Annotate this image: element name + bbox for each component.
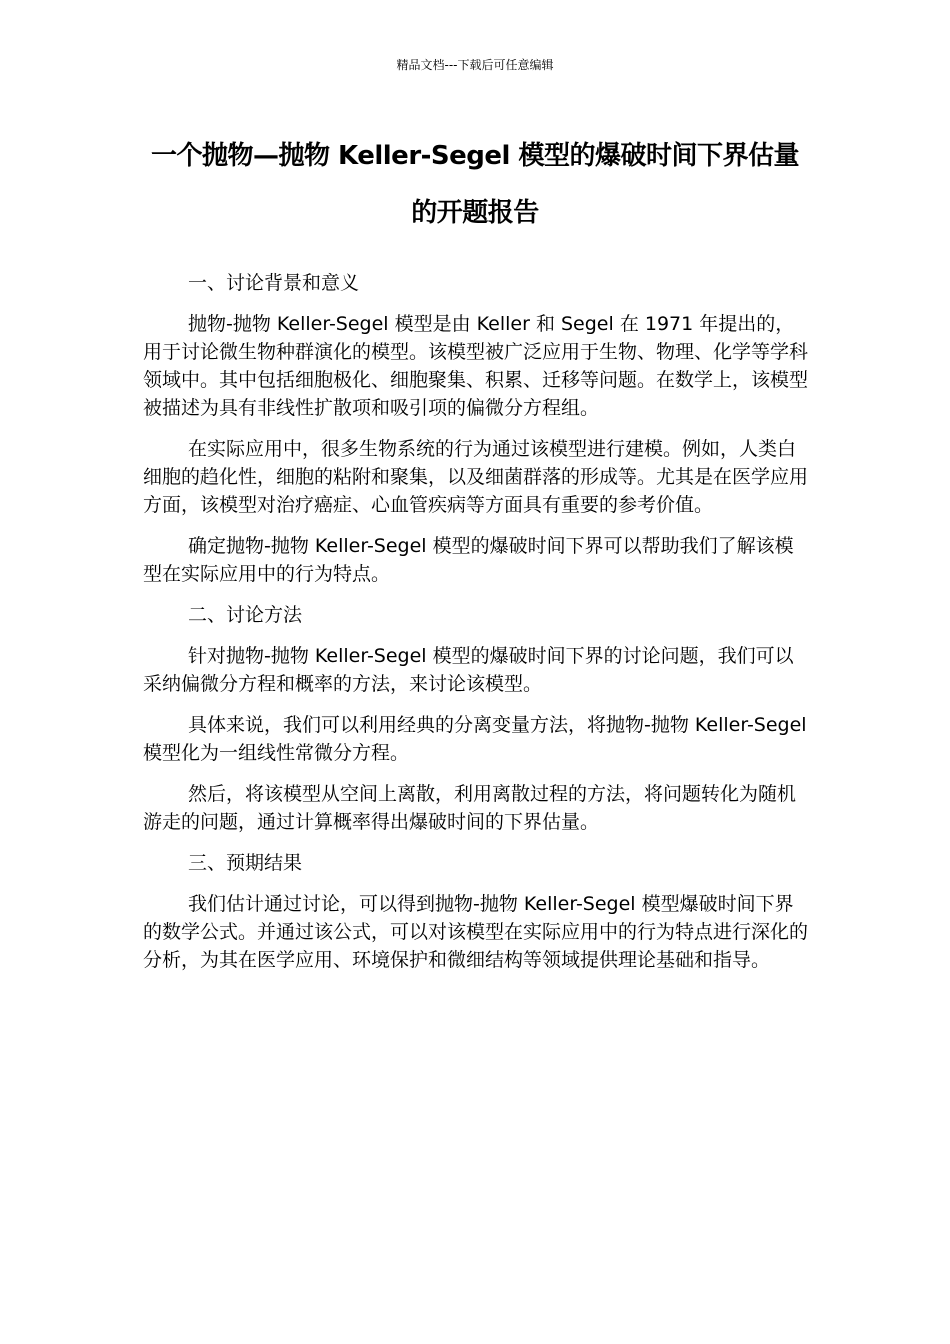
document-title: 一个抛物—抛物 Keller-Segel 模型的爆破时间下界估量的开题报告 [150, 141, 800, 228]
paragraph: 然后，将该模型从空间上离散，利用离散过程的方法，将问题转化为随机游走的问题，通过计算概率得出爆破时间的下界估量。 [143, 783, 797, 833]
paragraph: 抛物-抛物 Keller-Segel 模型是由 Keller 和 Segel 在 1971 年提出的，用于讨论微生物种群演化的模型。该模型被广泛应用于生物、物理、化学等学科领域中。其中包括细胞极化、细胞聚集、积累、迁移等问题。在数学上，该模型被描述为具有非线性扩散项和吸引项的偏微分方程组。 [143, 313, 809, 419]
document-body [143, 269, 808, 987]
paragraph: 在实际应用中，很多生物系统的行为通过该模型进行建模。例如，人类白细胞的趋化性，细胞的粘附和聚集，以及细菌群落的形成等。尤其是在医学应用方面，该模型对治疗癌症、心血管疾病等方面具有重要的参考价值。 [143, 438, 809, 516]
paragraph: 具体来说，我们可以利用经典的分离变量方法，将抛物-抛物 Keller-Segel 模型化为一组线性常微分方程。 [143, 714, 807, 764]
paragraph: 我们估计通过讨论，可以得到抛物-抛物 Keller-Segel 模型爆破时间下界的数学公式。并通过该公式，可以对该模型在实际应用中的行为特点进行深化的分析，为其在医学应用、环境保护和微细结构等领域提供理论基础和指导。 [143, 893, 809, 971]
page-header: 精品文档---下载后可任意编辑 [396, 58, 554, 72]
section-heading-expected-results: 三、预期结果 [188, 852, 303, 874]
paragraph: 确定抛物-抛物 Keller-Segel 模型的爆破时间下界可以帮助我们了解该模型在实际应用中的行为特点。 [143, 535, 794, 585]
section-heading-background: 一、讨论背景和意义 [188, 272, 360, 294]
paragraph: 针对抛物-抛物 Keller-Segel 模型的爆破时间下界的讨论问题，我们可以采纳偏微分方程和概率的方法，来讨论该模型。 [143, 645, 794, 695]
section-heading-methods: 二、讨论方法 [188, 604, 303, 626]
